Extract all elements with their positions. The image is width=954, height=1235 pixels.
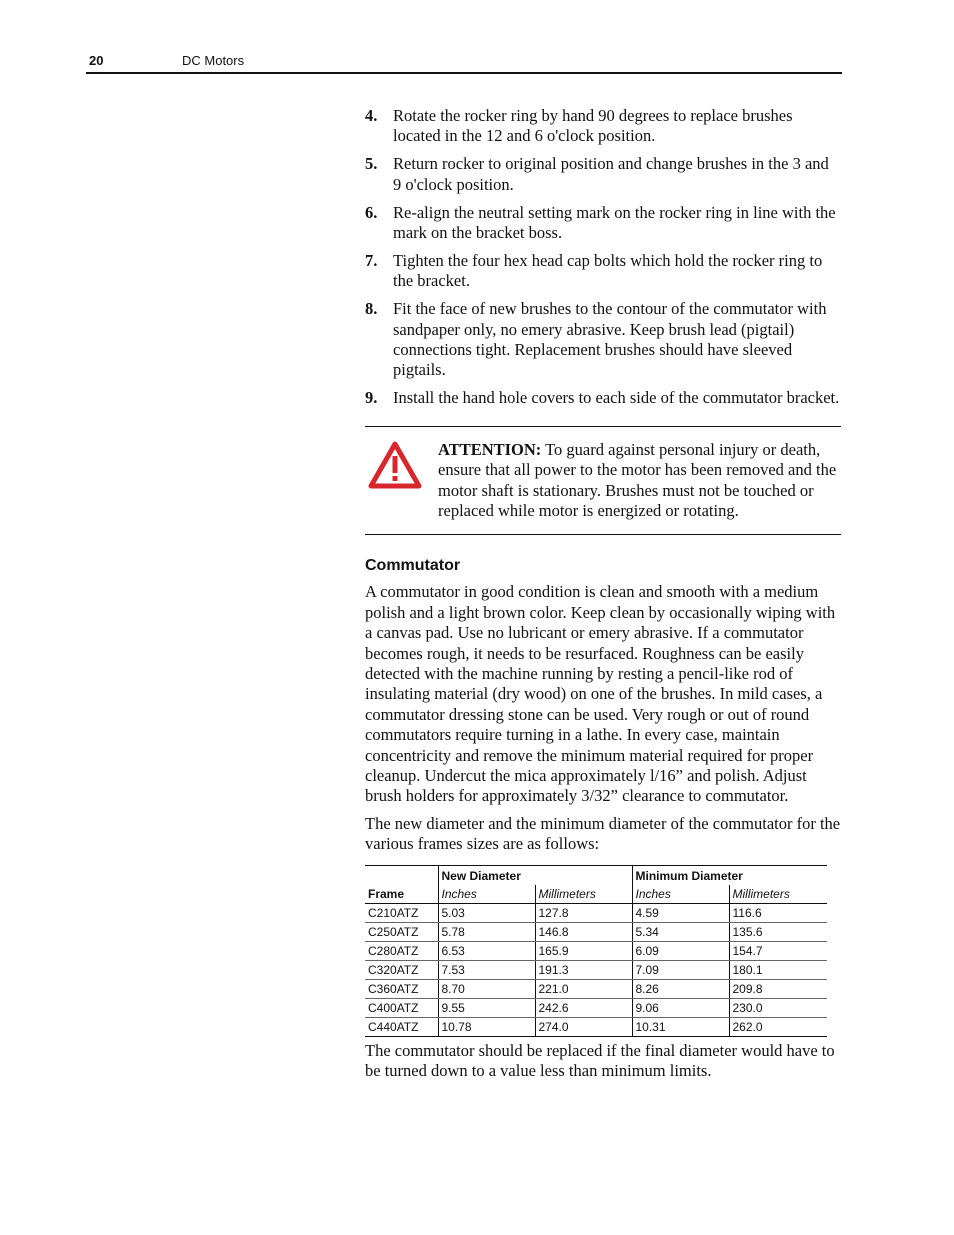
list-item <box>365 203 841 244</box>
table-group-header-row <box>365 865 827 885</box>
table-cell: C400ATZ <box>365 998 438 1017</box>
step-number: 9. <box>365 388 378 408</box>
table-cell: 5.78 <box>438 922 535 941</box>
table-row <box>365 941 827 960</box>
table-cell: 191.3 <box>535 960 632 979</box>
list-item <box>365 154 841 195</box>
warning-triangle-icon <box>368 441 422 489</box>
page-number: 20 <box>89 53 104 68</box>
attention-notice <box>365 426 841 536</box>
table-cell: C320ATZ <box>365 960 438 979</box>
table-cell: 146.8 <box>535 922 632 941</box>
table-cell: C210ATZ <box>365 903 438 922</box>
table-cell: C360ATZ <box>365 979 438 998</box>
table-row <box>365 922 827 941</box>
table-cell: 221.0 <box>535 979 632 998</box>
table-cell: 7.09 <box>632 960 729 979</box>
table-row <box>365 960 827 979</box>
step-number: 4. <box>365 106 378 125</box>
table-cell: 116.6 <box>729 903 827 922</box>
table-cell: 4.59 <box>632 903 729 922</box>
table-cell: 5.34 <box>632 922 729 941</box>
step-text: Fit the face of new brushes to the contour of the commutator with sandpaper only, no emery abrasive. Keep brush lead (pigtail) connections tight. Replacement brushes should have sleeved pigtails. <box>393 299 827 380</box>
main-content <box>365 106 841 1089</box>
list-item <box>365 299 841 381</box>
table-cell: C440ATZ <box>365 1017 438 1036</box>
table-row <box>365 1017 827 1036</box>
list-item <box>365 251 841 292</box>
step-text: Install the hand hole covers to each side of the commutator bracket. <box>393 388 840 408</box>
list-item <box>365 106 841 147</box>
table-cell: 154.7 <box>729 941 827 960</box>
procedure-steps <box>365 106 841 409</box>
warning-icon-wrap <box>365 440 438 522</box>
step-number: 7. <box>365 250 378 270</box>
attention-text <box>438 440 841 522</box>
table-cell: 274.0 <box>535 1017 632 1036</box>
section-heading: Commutator <box>365 557 461 575</box>
body-paragraph: A commutator in good condition is clean and smooth with a medium polish and a light brown color. Keep clean by occasionally wiping with a canvas pad. Use no lubricant or emery abrasive. If a commutator becomes rough, it needs to be resurfaced. Roughness can be easily detected with the machine running by resting a pencil-like rod of insulating material (dry wood) on one of the brushes. In mild cases, a commutator dressing stone can be used. Very rough or out of round commutators require turning in a lathe. In every case, maintain concentricity and remove the minimum material required for proper cleanup. Undercut the mica approximately l/16” and polish. Adjust brush holders for approximately 3/32” clearance to commutator. <box>365 582 836 806</box>
closing-paragraph: The commutator should be replaced if the final diameter would have to be turned down to a value less than minimum limits. <box>365 1040 835 1081</box>
table-cell: 10.31 <box>632 1017 729 1036</box>
attention-label: ATTENTION: <box>438 439 542 459</box>
unit-header: Inches <box>438 885 535 904</box>
table-cell: 242.6 <box>535 998 632 1017</box>
step-text: Re-align the neutral setting mark on the rocker ring in line with the mark on the bracket boss. <box>393 202 836 243</box>
table-row <box>365 903 827 922</box>
table-cell: 127.8 <box>535 903 632 922</box>
minimum-diameter-header: Minimum Diameter <box>632 865 827 885</box>
table-cell: 262.0 <box>729 1017 827 1036</box>
table-cell: 9.55 <box>438 998 535 1017</box>
commutator-diameter-table <box>365 865 827 1037</box>
step-number: 5. <box>365 154 378 174</box>
table-cell: 5.03 <box>438 903 535 922</box>
table-row <box>365 979 827 998</box>
step-text: Tighten the four hex head cap bolts which hold the rocker ring to the bracket. <box>393 250 823 291</box>
table-cell: 7.53 <box>438 960 535 979</box>
table-cell: 230.0 <box>729 998 827 1017</box>
table-cell: 165.9 <box>535 941 632 960</box>
running-title: DC Motors <box>182 53 245 68</box>
step-text: Rotate the rocker ring by hand 90 degrees to replace brushes located in the 12 and 6 o'clock position. <box>393 106 793 146</box>
table-cell: 8.70 <box>438 979 535 998</box>
step-number: 8. <box>365 299 378 319</box>
table-cell: 6.53 <box>438 941 535 960</box>
step-number: 6. <box>365 202 378 222</box>
new-diameter-header: New Diameter <box>438 865 632 885</box>
table-cell: C280ATZ <box>365 941 438 960</box>
page-header <box>86 52 842 74</box>
table-cell: 209.8 <box>729 979 827 998</box>
list-item <box>365 388 841 408</box>
step-text: Return rocker to original position and change brushes in the 3 and 9 o'clock position. <box>393 154 829 194</box>
attention-message: To guard against personal injury or death, ensure that all power to the motor has been removed and the motor shaft is stationary. Brushes must not be touched or replaced while motor is energized or rotating. <box>438 439 837 520</box>
unit-header: Millimeters <box>729 885 827 904</box>
table-cell: 6.09 <box>632 941 729 960</box>
unit-header: Inches <box>632 885 729 904</box>
body-paragraph: The new diameter and the minimum diameter of the commutator for the various frames sizes are as follows: <box>365 813 841 854</box>
table-cell: 10.78 <box>438 1017 535 1036</box>
table-row <box>365 998 827 1017</box>
table-cell: C250ATZ <box>365 922 438 941</box>
table-cell: 135.6 <box>729 922 827 941</box>
table-cell: 9.06 <box>632 998 729 1017</box>
frame-column-header: Frame <box>365 865 438 903</box>
table-cell: 180.1 <box>729 960 827 979</box>
table-cell: 8.26 <box>632 979 729 998</box>
unit-header: Millimeters <box>535 885 632 904</box>
